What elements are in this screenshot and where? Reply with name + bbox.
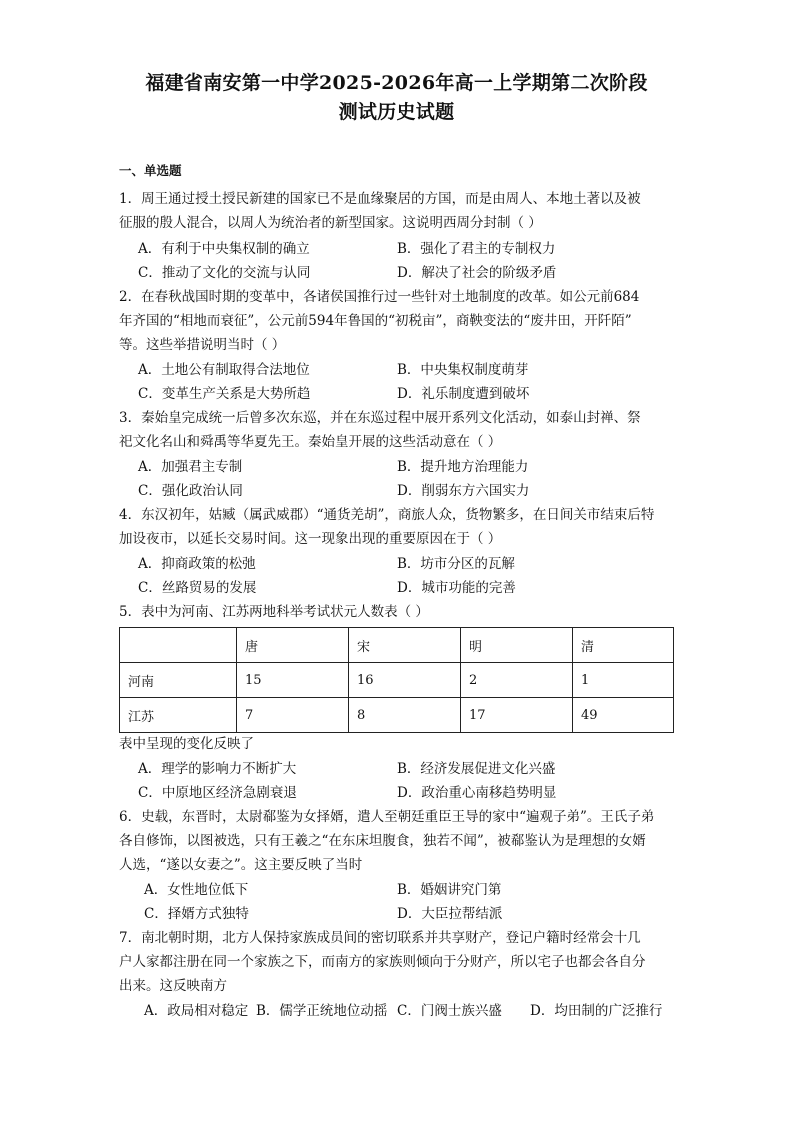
table-cell: 15	[237, 663, 349, 698]
q5-option-b: B．经济发展促进文化兴盛	[397, 761, 556, 777]
table-cell: 清	[573, 628, 674, 663]
exam-title-line1: 福建省南安第一中学2025-2026年高一上学期第二次阶段	[145, 72, 648, 94]
table-cell: 明	[461, 628, 573, 663]
q1-option-b: B．强化了君主的专制权力	[397, 241, 556, 257]
table-cell: 8	[349, 698, 461, 733]
table-header-row	[120, 628, 674, 663]
q6-option-b: B．婚姻讲究门第	[397, 882, 502, 898]
q2-stem-line2: 年齐国的“相地而衰征”，公元前594年鲁国的“初税亩”，商鞅变法的“废井田，开阡陌”	[119, 313, 632, 329]
table-cell: 宋	[349, 628, 461, 663]
q1-stem-line2: 征服的殷人混合，以周人为统治者的新型国家。这说明西周分封制（ ）	[119, 215, 542, 231]
q7-stem-line2: 户人家都注册在同一个家族之下，而南方的家族则倾向于分财产，所以宅子也都会各自分	[119, 954, 646, 970]
table-row	[120, 698, 674, 733]
q7-option-b: B．儒学正统地位动摇	[256, 1003, 388, 1019]
table-cell: 唐	[237, 628, 349, 663]
q7-option-a: A．政局相对稳定	[144, 1003, 249, 1019]
q3-option-d: D．削弱东方六国实力	[397, 483, 530, 499]
table-cell	[120, 628, 237, 663]
q1-option-d: D．解决了社会的阶级矛盾	[397, 265, 557, 281]
table-cell: 江苏	[120, 698, 237, 733]
q5-stem-line2: 表中呈现的变化反映了	[119, 736, 254, 752]
q3-option-c: C．强化政治认同	[138, 483, 243, 499]
table-cell: 2	[461, 663, 573, 698]
q6-stem-line3: 人选，“遂以女妻之”。这主要反映了当时	[119, 857, 363, 873]
q5-option-c: C．中原地区经济急剧衰退	[138, 785, 297, 801]
q2-option-d: D．礼乐制度遭到破坏	[397, 386, 530, 402]
q2-stem-line3: 等。这些举措说明当时（ ）	[119, 337, 286, 353]
q6-option-c: C．择婿方式独特	[144, 906, 249, 922]
q6-stem-line2: 各自修饰，以图被选，只有王羲之“在东床坦腹食，独若不闻”，被郗鉴认为是理想的女婿	[119, 833, 646, 849]
q4-option-b: B．坊市分区的瓦解	[397, 556, 515, 572]
table-cell: 17	[461, 698, 573, 733]
q3-stem-line1: 3．秦始皇完成统一后曾多次东巡，并在东巡过程中展开系列文化活动，如泰山封禅、祭	[119, 410, 641, 426]
table-cell: 16	[349, 663, 461, 698]
section-heading: 一、单选题	[119, 163, 182, 178]
q7-stem-line1: 7．南北朝时期，北方人保持家族成员间的密切联系并共享财产，登记户籍时经常会十几	[119, 930, 641, 946]
q2-option-a: A．土地公有制取得合法地位	[138, 362, 310, 378]
table-cell: 河南	[120, 663, 237, 698]
q2-option-c: C．变革生产关系是大势所趋	[138, 386, 311, 402]
table-cell: 1	[573, 663, 674, 698]
q5-option-a: A．理学的影响力不断扩大	[138, 761, 297, 777]
table-cell: 7	[237, 698, 349, 733]
q7-option-d: D．均田制的广泛推行	[530, 1003, 663, 1019]
table-row	[120, 663, 674, 698]
q4-option-a: A．抑商政策的松弛	[138, 556, 256, 572]
q3-option-b: B．提升地方治理能力	[397, 459, 529, 475]
q3-stem-line2: 祀文化名山和舜禹等华夏先王。秦始皇开展的这些活动意在（ ）	[119, 434, 502, 450]
q7-stem-line3: 出来。这反映南方	[119, 978, 227, 994]
q4-option-c: C．丝路贸易的发展	[138, 580, 257, 596]
q1-option-a: A．有利于中央集权制的确立	[138, 241, 310, 257]
q6-option-d: D．大臣拉帮结派	[397, 906, 503, 922]
exam-title-line2: 测试历史试题	[338, 101, 455, 123]
q1-option-c: C．推动了文化的交流与认同	[138, 265, 311, 281]
q7-option-c: C．门阀士族兴盛	[397, 1003, 502, 1019]
q3-option-a: A．加强君主专制	[138, 459, 243, 475]
table-cell: 49	[573, 698, 674, 733]
q6-stem-line1: 6．史载，东晋时，太尉郗鉴为女择婿，遣人至朝廷重臣王导的家中“遍观子弟”。王氏子弟	[119, 809, 655, 825]
q4-stem-line1: 4．东汉初年，姑臧（属武威郡）“通货羌胡”，商旅人众，货物繁多，在日间关市结束后特	[119, 507, 655, 523]
q4-option-d: D．城市功能的完善	[397, 580, 516, 596]
q2-option-b: B．中央集权制度萌芽	[397, 362, 529, 378]
q5-table	[119, 627, 674, 733]
q5-stem-line1: 5．表中为河南、江苏两地科举考试状元人数表（ ）	[119, 604, 429, 620]
q5-option-d: D．政治重心南移趋势明显	[397, 785, 557, 801]
q1-stem-line1: 1．周王通过授土授民新建的国家已不是血缘聚居的方国，而是由周人、本地土著以及被	[119, 191, 641, 207]
q4-stem-line2: 加设夜市，以延长交易时间。这一现象出现的重要原因在于（ ）	[119, 531, 502, 547]
q6-option-a: A．女性地位低下	[144, 882, 249, 898]
q2-stem-line1: 2．在春秋战国时期的变革中，各诸侯国推行过一些针对土地制度的改革。如公元前684	[119, 289, 640, 305]
